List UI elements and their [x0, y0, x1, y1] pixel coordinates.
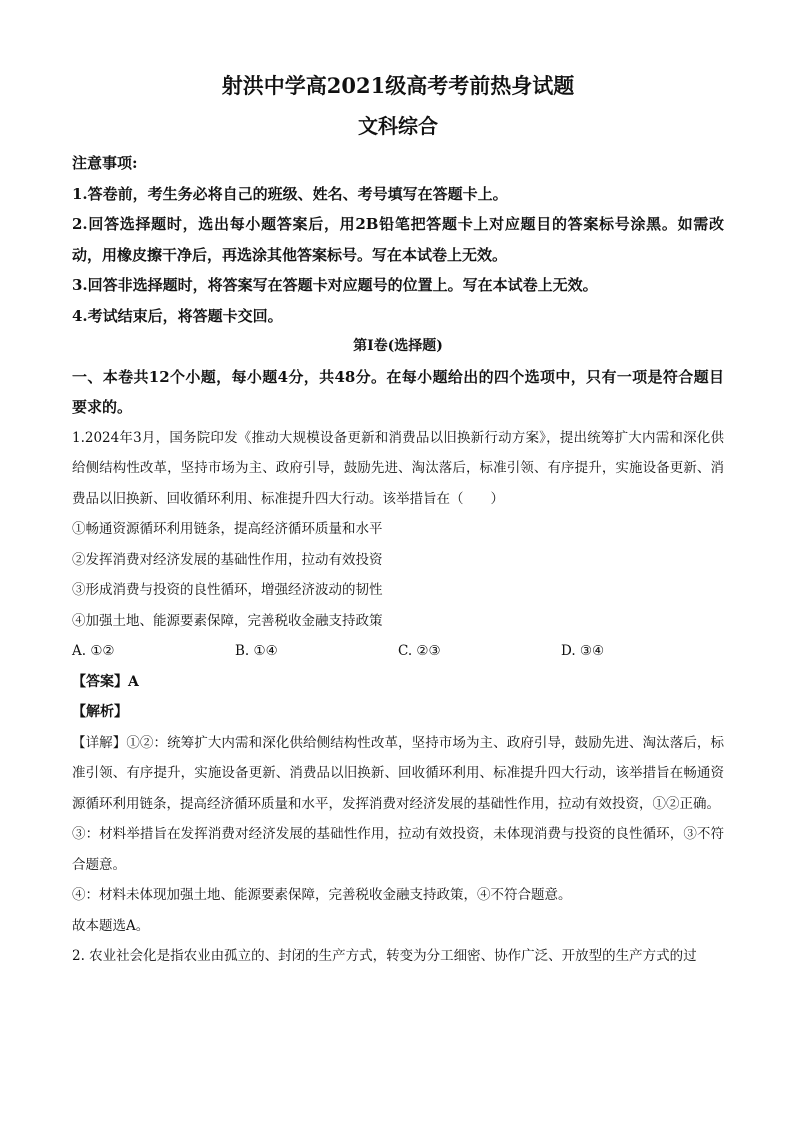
- notice-heading: 注意事项:: [72, 154, 138, 172]
- question-statement: ③形成消费与投资的良性循环，增强经济波动的韧性: [72, 582, 383, 598]
- analysis-label: 【解析】: [72, 704, 128, 720]
- option-d: D. ③④: [561, 643, 605, 659]
- analysis-detail: 【详解】①②：统筹扩大内需和深化供给侧结构性改革，坚持市场为主、政府引导，鼓励先进、淘汰落后，标准引领、有序提升，实施设备更新、消费品以旧换新、回收循环利用、标准提升四大行动，该举措旨在畅通资源循环利用链条，提高经济循环质量和水平，发挥消费对经济发展的基础性作用，拉动有效投资，①②正确。: [72, 734, 724, 812]
- option-c: C. ②③: [398, 643, 441, 659]
- question-statement: ①畅通资源循环利用链条，提高经济循环质量和水平: [72, 521, 383, 537]
- question-stem: 2. 农业社会化是指农业由孤立的、封闭的生产方式，转变为分工细密、协作广泛、开放型的生产方式的过: [72, 948, 697, 964]
- question-statement: ②发挥消费对经济发展的基础性作用，拉动有效投资: [72, 551, 383, 568]
- exam-page: [72, 70, 724, 972]
- section-title: 第I卷(选择题): [353, 338, 443, 354]
- analysis-conclusion: 故本题选A。: [72, 917, 150, 934]
- option-a: A. ①②: [72, 643, 115, 659]
- section-intro: 一、本卷共12个小题，每小题4分，共48分。在每小题给出的四个选项中，只有一项是符合题目要求的。: [72, 367, 724, 416]
- notice-item: 1.答卷前，考生务必将自己的班级、姓名、考号填写在答题卡上。: [72, 184, 508, 203]
- analysis-detail: ③：材料举措旨在发挥消费对经济发展的基础性作用，拉动有效投资，未体现消费与投资的良性循环，③不符合题意。: [72, 826, 724, 873]
- answer-label: 【答案】A: [72, 673, 139, 690]
- page-subtitle: 文科综合: [358, 114, 438, 138]
- answer-options: [72, 636, 724, 667]
- notice-item: 3.回答非选择题时，将答案写在答题卡对应题号的位置上。写在本试卷上无效。: [72, 276, 598, 294]
- option-b: B. ①④: [235, 643, 278, 659]
- question-statement: ④加强土地、能源要素保障，完善税收金融支持政策: [72, 612, 383, 629]
- notice-item: 2.回答选择题时，选出每小题答案后，用2B铅笔把答题卡上对应题目的答案标号涂黑。如需改动，用橡皮擦干净后，再选涂其他答案标号。写在本试卷上无效。: [72, 215, 724, 264]
- notice-item: 4.考试结束后，将答题卡交回。: [72, 306, 283, 325]
- analysis-detail: ④：材料未体现加强土地、能源要素保障，完善税收金融支持政策，④不符合题意。: [72, 887, 572, 903]
- page-title: 射洪中学高2021级高考考前热身试题: [221, 73, 575, 98]
- question-stem: 1.2024年3月，国务院印发《推动大规模设备更新和消费品以旧换新行动方案》，提出统筹扩大内需和深化供给侧结构性改革，坚持市场为主、政府引导，鼓励先进、淘汰落后，标准引领、有序提升，实施设备更新、消费品以旧换新、回收循环利用、标准提升四大行动。该举措旨在（ ）: [72, 429, 724, 507]
